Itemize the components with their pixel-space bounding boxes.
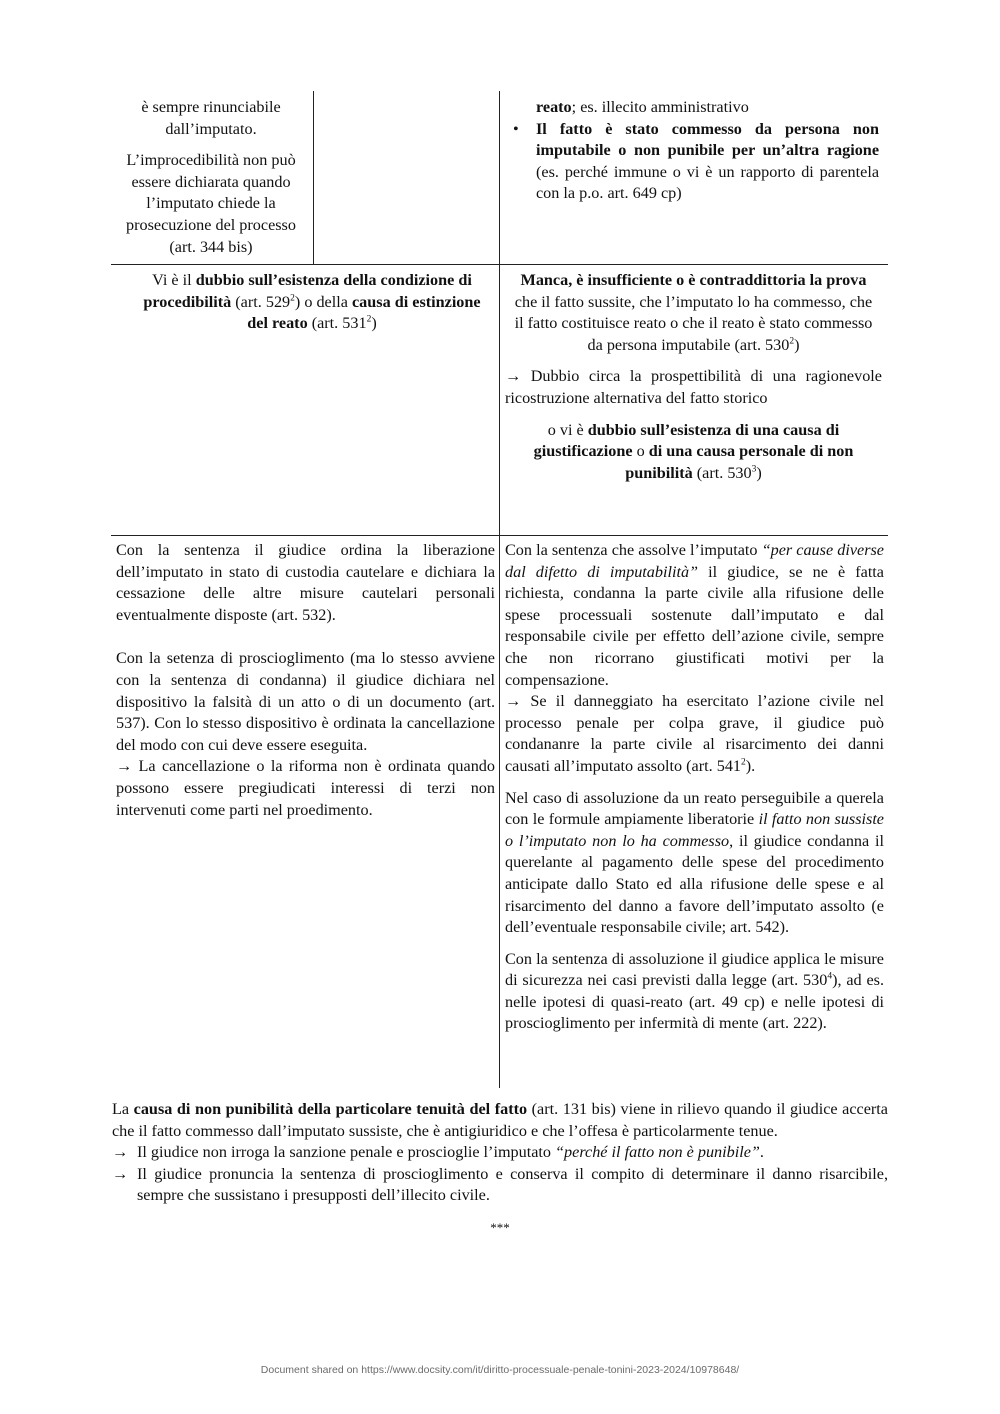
row3-left-cell [116,540,495,821]
row3-right-text-3: Nel caso di assoluzione da un reato perseguibile a querela con le formule ampiamente liberatorie il fatto non sussiste o l’imputato non lo ha commesso, il giudice condanna il querelante al pagamento delle spese del procedimento anticipate dallo Stato ed alla rifusione delle spese e al risarcimento del danno a favore dell’imputato assolto (e dell’eventuale responsabile civile; art. 542). [505,788,884,937]
bottom-arrow-item-1: → Il giudice non irroga la sanzione penale e proscioglie l’imputato “perché il fatto non è punibile”. [112,1142,888,1164]
row2-right-cell [505,270,882,484]
arrow-icon: → [116,757,133,776]
row3-left-text-3: → La cancellazione o la riforma non è ordinata quando possono essere pregiudicati interessi di terzi non intervenuti come parti nel proedimento. [116,757,495,819]
row1-right-text-1: reato; es. illecito amministrativo [536,98,749,116]
table-row-divider-2 [111,535,888,536]
row1-right-cell [507,97,879,205]
row3-left-text-1: Con la sentenza il giudice ordina la liberazione dell’imputato in stato di custodia cautelare e dichiara la cessazione delle altre misure cautelari personali eventualmente disposte (art. 532). [116,541,495,624]
row3-right-cell [505,540,884,1035]
table-row-divider-1 [111,264,888,265]
row3-right-text-4: Con la sentenza di assoluzione il giudice applica le misure di sicurezza nei casi previsti dalla legge (art. $530^4$), ad es. nelle ipotesi di quasi-reato (art. 49 cp) e nelle ipotesi di proscioglimento per infermità di mente (art. 222). [505,949,884,1033]
bottom-section [112,1099,888,1239]
row3-right-text-1: Con la sentenza che assolve l’imputato “per cause diverse dal difetto di imputabilità” il giudice, se ne è fatta richiesta, condanna la parte civile alla rifusione delle spese processuali sostenute dall’imputato e dal responsabile civile per effetto dell’azione civile, sempre che non ricorrano giustificati motivi per la compensazione. [505,541,884,689]
row2-right-text-1: Manca, è insufficiente o è contraddittoria la prova che il fatto sussite, che l’imputato lo ha commesso, che il fatto costituisce reato o che il reato è stato commesso da persona imputabile (art. $530^2$) [514,271,873,354]
bottom-paragraph: La causa di non punibilità della particolare tenuità del fatto (art. 131 bis) viene in rilievo quando il giudice accerta che il fatto commesso dall’imputato sussiste, che è antigiuridico e che l’offesa è particolarmente tenue. [112,1100,888,1140]
row3-left-text-2: Con la setenza di proscioglimento (ma lo stesso avviene con la sentenza di condanna) il giudice dichiara nel dispositivo la falsità di un atto o di un documento (art. 537). Con lo stesso dispositivo è ordinata la cancellazione del modo con cui deve essere eseguita. [116,649,495,754]
row2-right-text-2: → Dubbio circa la prospettibilità di una ragionevole ricostruzione alternativa del fatto storico [505,367,882,407]
arrow-icon: → [505,692,522,711]
table-divider-left-inner [313,91,314,264]
row3-right-text-2: → Se il danneggiato ha esercitato l’azione civile nel processo penale per colpa grave, il giudice può condananre la parte civile al risarcimento dei danni causati all’imputato assolto (art. $541^2$). [505,692,884,775]
bottom-arrow-item-2: → Il giudice pronuncia la sentenza di proscioglimento e conserva il compito di determinare il danno risarcibile, sempre che sussistano i presupposti dell’illecito civile. [112,1164,888,1205]
arrow-icon: → [505,367,522,386]
arrow-icon: → [112,1143,129,1162]
document-footer[interactable]: Document shared on https://www.docsity.com/it/diritto-processuale-penale-tonini-2023-2024/10978648/ [260,1364,740,1376]
row2-left-text: Vi è il dubbio sull’esistenza della condizione di procedibilità (art. $529^2$) o della causa di estinzione del reato (art. $531^2$) [143,271,481,333]
row1-left-text-2: L’improcedibilità non può essere dichiarata quando l’imputato chiede la prosecuzione del processo (art. 344 bis) [126,151,296,256]
row1-right-bullet-item: • Il fatto è stato commesso da persona non imputabile o non punibile per un’altra ragione (es. perché immune o vi è un rapporto di parentela con la p.o. art. 649 cp) [513,119,879,203]
row2-right-text-3: o vi è dubbio sull’esistenza di una causa di giustificazione o di una causa personale di non punibilità (art. $530^3$) [533,420,854,482]
table-divider-center [499,91,500,1088]
row1-left-cell [112,97,310,258]
row2-left-cell [133,270,491,335]
bullet-icon: • [513,119,519,138]
row1-left-text-1: è sempre rinunciabile dall’imputato. [141,98,281,138]
arrow-icon: → [112,1164,129,1183]
section-separator: *** [490,1219,510,1235]
